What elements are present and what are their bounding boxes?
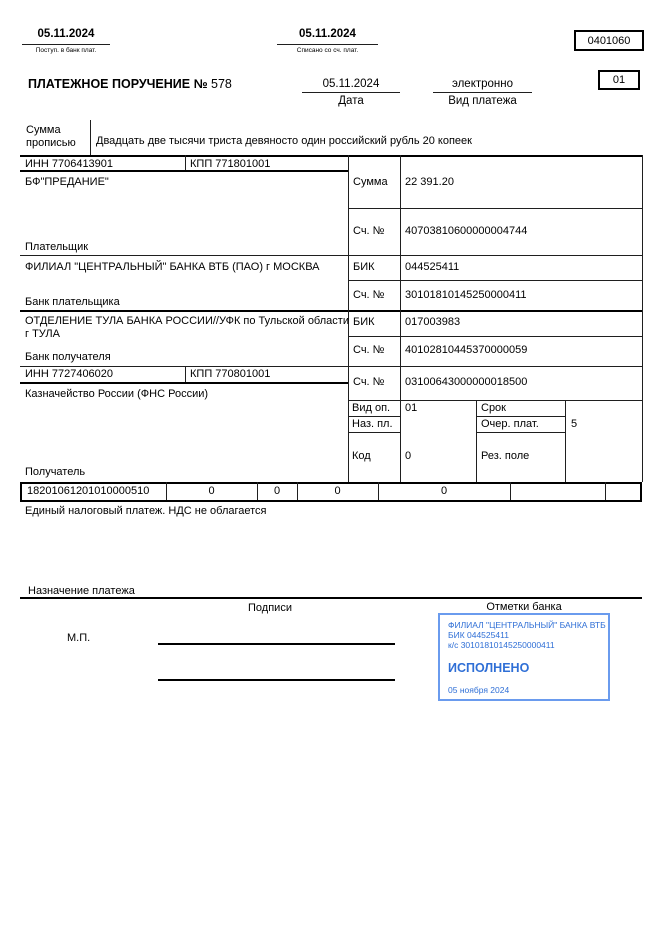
line [348,416,400,417]
line [642,155,643,482]
payment-kind-label: Вид платежа [448,95,517,107]
line [302,92,400,93]
payment-kind: электронно [451,78,514,90]
amount-words-label-line2: прописью [26,137,76,149]
payer-bank-label: Банк плательщика [25,296,120,308]
payee-account-value: 03100643000000018500 [405,376,528,388]
debited-date-label: Списано со сч. плат. [296,47,359,54]
payee-account-label: Сч. № [353,376,385,388]
mp-label: М.П. [67,632,91,644]
payee-bank-account-label: Сч. № [353,344,385,356]
document-number: 578 [211,77,232,91]
signature-line-1 [158,643,395,645]
amount-words-value: Двадцать две тысячи триста девяносто один российский рубль 20 копеек [96,135,472,147]
tax-field-basis: 0 [273,485,281,497]
line [348,336,642,337]
payer-account-value: 40703810600000004744 [405,225,528,237]
line [20,366,642,367]
payee-bank-name-line1: ОТДЕЛЕНИЕ ТУЛА БАНКА РОССИИ//УФК по Тульской области [25,315,349,327]
line [90,120,91,156]
sum-label: Сумма [353,176,388,188]
bank-stamp [438,613,610,701]
line [476,400,477,482]
payee-name: Казначейство России (ФНС России) [25,388,209,400]
payee-bank-bik-value: 017003983 [405,316,461,328]
document-title-text: ПЛАТЕЖНОЕ ПОРУЧЕНИЕ № [28,77,208,91]
payee-inn: ИНН 7727406020 [25,368,114,380]
payee-bank-label: Банк получателя [25,351,111,363]
payer-kpp: КПП 771801001 [190,158,271,170]
payment-purpose-text: Единый налоговый платеж. НДС не облагается [25,505,267,517]
payer-bank-account-label: Сч. № [353,289,385,301]
payer-bank-name: ФИЛИАЛ "ЦЕНТРАЛЬНЫЙ" БАНКА ВТБ (ПАО) г МОСКВА [25,261,320,273]
stamp-bank-name: ФИЛИАЛ "ЦЕНТРАЛЬНЫЙ" БАНКА ВТБ [448,620,606,630]
payee-bank-account-value: 40102810445370000059 [405,344,528,356]
payer-account-label: Сч. № [353,225,385,237]
line [22,44,110,45]
payer-bank-account-value: 30101810145250000411 [405,289,527,301]
payer-bank-bik-value: 044525411 [405,261,460,273]
tax-field-period: 0 [334,485,341,497]
op-kind-label: Вид оп. [352,402,391,414]
payer-label: Плательщик [25,241,89,253]
stamp-date: 05 ноября 2024 [448,685,510,695]
line [348,280,642,281]
sum-value: 22 391.20 [405,176,454,188]
received-date-label: Поступ. в банк плат. [35,47,97,54]
status-code: 01 [612,74,626,86]
amount-words-label-line1: Сумма [26,124,61,136]
line [20,310,642,312]
payee-bank-bik-label: БИК [353,316,375,328]
status-code-box [598,70,640,90]
line [476,432,565,433]
term-label: Срок [481,402,506,414]
line [433,92,532,93]
line [185,366,186,382]
payer-inn: ИНН 7706413901 [25,158,114,170]
payment-purpose-label: Назначение платежа [28,585,135,597]
payee-label: Получатель [25,466,86,478]
payer-bank-bik-label: БИК [353,261,375,273]
line [605,482,606,500]
signatures-label: Подписи [248,602,292,614]
line [348,208,642,209]
received-date: 05.11.2024 [37,28,95,40]
code-value: 0 [405,450,412,462]
op-kind-value: 01 [405,402,418,414]
document-date: 05.11.2024 [322,78,380,90]
tax-field-oktmo: 0 [208,485,215,497]
line [20,382,348,384]
debited-date: 05.11.2024 [299,28,356,40]
line [185,155,186,170]
stamp-corr-account: к/с 30101810145250000411 [448,640,555,650]
payee-kpp: КПП 770801001 [190,368,271,380]
line [348,432,400,433]
form-code: 0401060 [587,34,631,47]
line [20,255,642,256]
payer-name: БФ"ПРЕДАНИЕ" [25,176,109,188]
tax-field-kbk: 18201061201010000510 [27,485,150,497]
tax-field-number: 0 [440,485,448,497]
form-code-box [574,30,644,51]
queue-value: 5 [571,418,578,430]
reserve-label: Рез. поле [481,450,530,462]
line [277,44,378,45]
signature-line-2 [158,679,395,681]
bank-marks-label: Отметки банка [472,601,576,617]
document-title [28,77,232,91]
line [20,155,642,157]
line [565,400,566,482]
payment-basis-label: Наз. пл. [352,418,393,430]
line [348,400,642,401]
line [476,416,565,417]
line [20,597,642,599]
date-label: Дата [338,95,364,107]
stamp-bik: БИК 044525411 [448,630,509,640]
code-label: Код [352,450,371,462]
stamp-status: ИСПОЛНЕНО [448,661,530,675]
payee-bank-name-line2: г ТУЛА [25,328,60,340]
line [400,155,401,482]
line [510,482,511,500]
queue-label: Очер. плат. [481,418,539,430]
